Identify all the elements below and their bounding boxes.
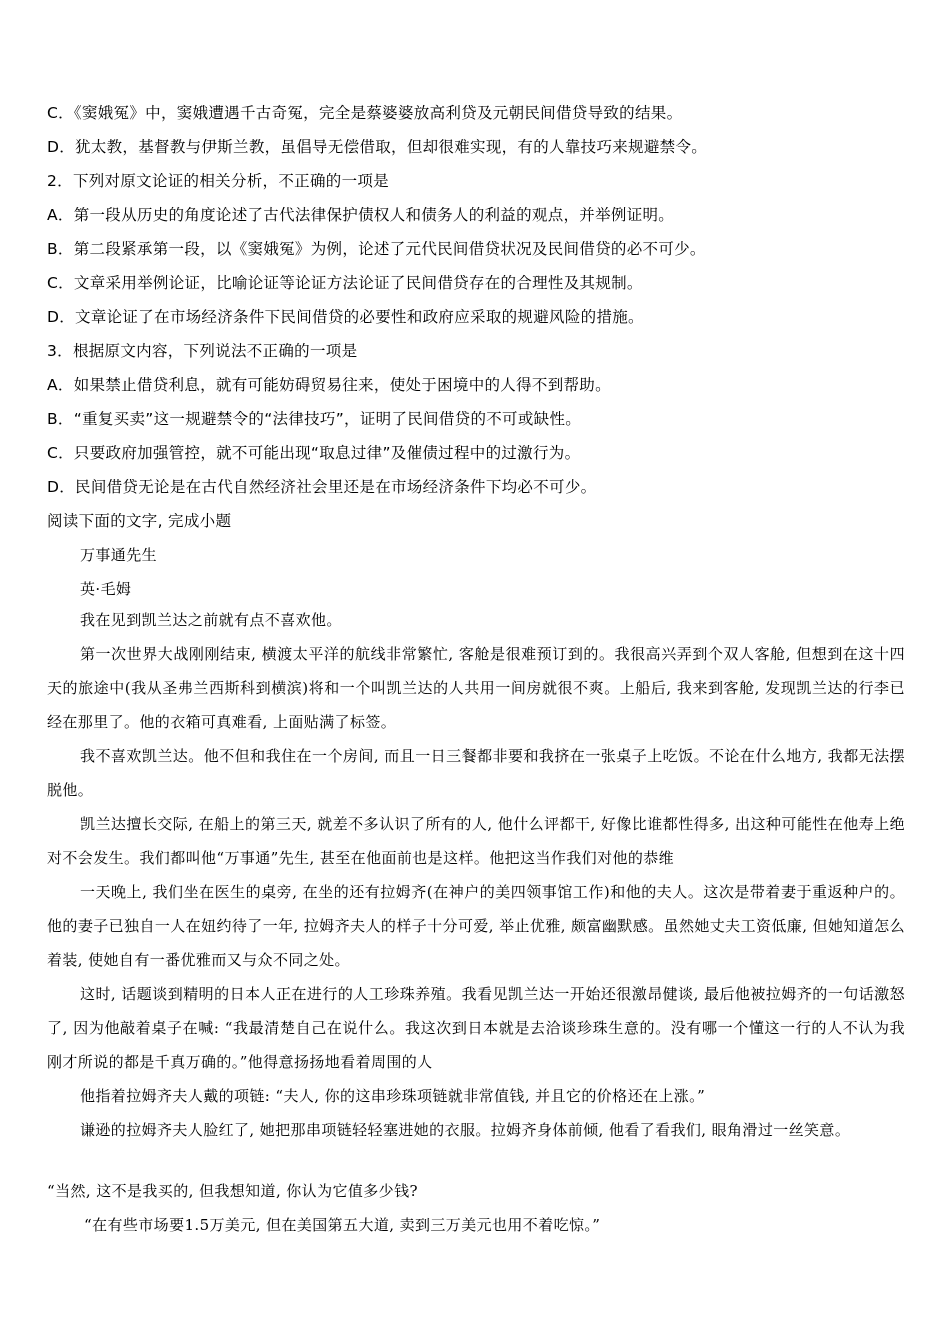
dialogue-line: “在有些市场要1.5万美元, 但在美国第五大道, 卖到三万美元也用不着吃惊。” (84, 1216, 601, 1234)
dialogue-line: “当然, 这不是我买的, 但我想知道, 你认为它值多少钱? (47, 1182, 418, 1200)
question-3-stem: 3．根据原文内容，下列说法不正确的一项是 (47, 342, 358, 360)
option-b-q3: B．“重复买卖”这一规避禁令的“法律技巧”，证明了民间借贷的不可或缺性。 (47, 410, 582, 428)
story-paragraph: 他指着拉姆齐夫人戴的项链: “夫人, 你的这串珍珠项链就非常值钱, 并且它的价格还在上涨。” (80, 1087, 706, 1105)
option-d-q1: D．犹太教，基督教与伊斯兰教，虽倡导无偿借取，但却很难实现，有的人靠技巧来规避禁令。 (47, 138, 708, 156)
story-paragraph: 第一次世界大战刚刚结束, 横渡太平洋的航线非常繁忙, 客舱是很难预订到的。我很高兴弄到个双人客舱, 但想到在这十四天的旅途中(我从圣弗兰西斯科到横滨)将和一个叫凯兰达的人共用一间房就很不爽。上船后, 我来到客舱, 发现凯兰达的行李已经在那里了。他的衣箱可真难看, 上面贴满了标签。 (47, 645, 905, 731)
story-paragraph: 一天晚上, 我们坐在医生的桌旁, 在坐的还有拉姆齐(在神户的美四领事馆工作)和他的夫人。这次是带着妻于重返种户的。他的妻子已独自一人在妞约待了一年, 拉姆齐夫人的样子十分可爱, 举止优雅, 颇富幽默感。虽然她丈夫工资低廉, 但她知道怎么着装, 使她自有一番优雅而又与众不同之处。 (47, 883, 905, 969)
option-c-q2: C．文章采用举例论证，比喻论证等论证方法论证了民间借贷存在的合理性及其规制。 (47, 274, 643, 292)
story-paragraph: 我在见到凯兰达之前就有点不喜欢他。 (80, 611, 342, 629)
option-a-q3: A．如果禁止借贷利息，就有可能妨碍贸易往来，使处于困境中的人得不到帮助。 (47, 376, 611, 394)
story-title: 万事通先生 (80, 546, 158, 564)
option-d-q3: D．民间借贷无论是在古代自然经济社会里还是在市场经济条件下均必不可少。 (47, 478, 597, 496)
option-b-q2: B．第二段紧承第一段，以《窦娥冤》为例，论述了元代民间借贷状况及民间借贷的必不可少。 (47, 240, 706, 258)
story-body (47, 603, 905, 1147)
reading-instruction: 阅读下面的文字, 完成小题 (47, 512, 232, 530)
story-paragraph: 这时, 话题谈到精明的日本人正在进行的人工珍珠养殖。我看见凯兰达一开始还很激昂健谈, 最后他被拉姆齐的一句话激怒了, 因为他敲着桌子在喊: “我最清楚自己在说什么。我这次到日本就是去洽谈珍珠生意的。没有哪一个懂这一行的人不认为我刚才所说的都是千真万确的。”他得意扬扬地看着周围的人 (47, 985, 905, 1071)
option-c-q3: C．只要政府加强管控，就不可能出现“取息过律”及催债过程中的过激行为。 (47, 444, 581, 462)
story-paragraph: 谦逊的拉姆齐夫人脸红了, 她把那串项链轻轻塞进她的衣服。拉姆齐身体前倾, 他看了看我们, 眼角滑过一丝笑意。 (80, 1121, 851, 1139)
option-c-q1: C．《窦娥冤》中，窦娥遭遇千古奇冤，完全是蔡婆婆放高利贷及元朝民间借贷导致的结果。 (47, 104, 683, 122)
option-d-q2: D．文章论证了在市场经济条件下民间借贷的必要性和政府应采取的规避风险的措施。 (47, 308, 644, 326)
story-paragraph: 我不喜欢凯兰达。他不但和我住在一个房间, 而且一日三餐都非要和我挤在一张桌子上吃饭。不论在什么地方, 我都无法摆脱他。 (47, 747, 905, 799)
question-2-stem: 2．下列对原文论证的相关分析，不正确的一项是 (47, 172, 389, 190)
story-paragraph: 凯兰达擅长交际, 在船上的第三天, 就差不多认识了所有的人, 他什么评都干, 好像比谁都性得多, 出这种可能性在他寿上绝对不会发生。我们都叫他“万事通”先生, 甚至在他面前也是这样。他把这当作我们对他的恭维 (47, 815, 905, 867)
option-a-q2: A．第一段从历史的角度论述了古代法律保护债权人和债务人的利益的观点，并举例证明。 (47, 206, 675, 224)
story-author: 英·毛姆 (80, 580, 132, 598)
